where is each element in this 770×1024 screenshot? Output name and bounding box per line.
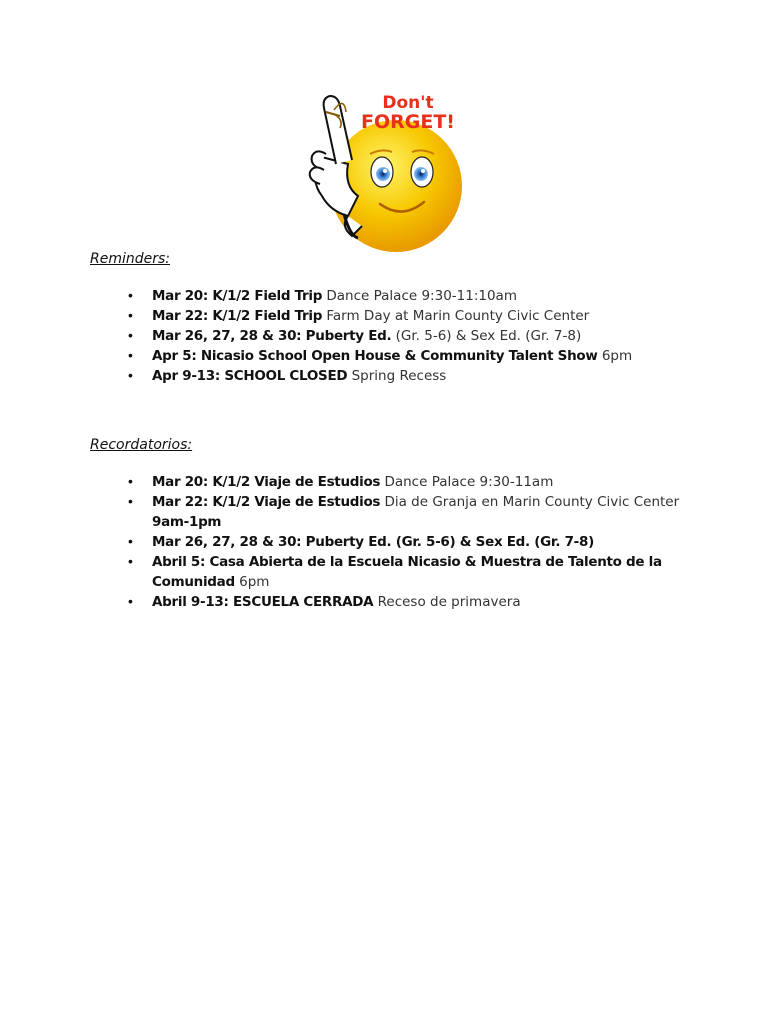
list-item: • Abril 5: Casa Abierta de la Escuela Nicasio & Muestra de Talento de la Comunidad 6pm xyxy=(90,552,710,592)
recordatorios-section xyxy=(90,436,710,612)
clipart-text-line2: FORGET! xyxy=(361,111,455,133)
list-item: • Mar 20: K/1/2 Field Trip Dance Palace 9:30-11:10am xyxy=(90,286,710,306)
list-item: • Mar 20: K/1/2 Viaje de Estudios Dance Palace 9:30-11am xyxy=(90,472,710,492)
clipart-text-line1: Don't xyxy=(382,93,434,113)
recordatorios-heading: Recordatorios: xyxy=(90,437,193,453)
reminders-list xyxy=(90,286,710,386)
dont-forget-smiley-icon xyxy=(300,86,472,252)
reminders-heading: Reminders: xyxy=(90,251,171,267)
reminders-section xyxy=(90,250,710,386)
recordatorios-list xyxy=(90,472,710,612)
list-item: • Mar 26, 27, 28 & 30: Puberty Ed. (Gr. 5-6) & Sex Ed. (Gr. 7-8) xyxy=(90,326,710,346)
list-item: • Mar 26, 27, 28 & 30: Puberty Ed. (Gr. 5-6) & Sex Ed. (Gr. 7-8) xyxy=(90,532,710,552)
list-item: • Apr 9-13: SCHOOL CLOSED Spring Recess xyxy=(90,366,710,386)
list-item: • Apr 5: Nicasio School Open House & Community Talent Show 6pm xyxy=(90,346,710,366)
list-item: • Mar 22: K/1/2 Viaje de Estudios Dia de Granja en Marin County Civic Center 9am-1pm xyxy=(90,492,710,532)
list-item: • Abril 9-13: ESCUELA CERRADA Receso de primavera xyxy=(90,592,710,612)
list-item: • Mar 22: K/1/2 Field Trip Farm Day at Marin County Civic Center xyxy=(90,306,710,326)
